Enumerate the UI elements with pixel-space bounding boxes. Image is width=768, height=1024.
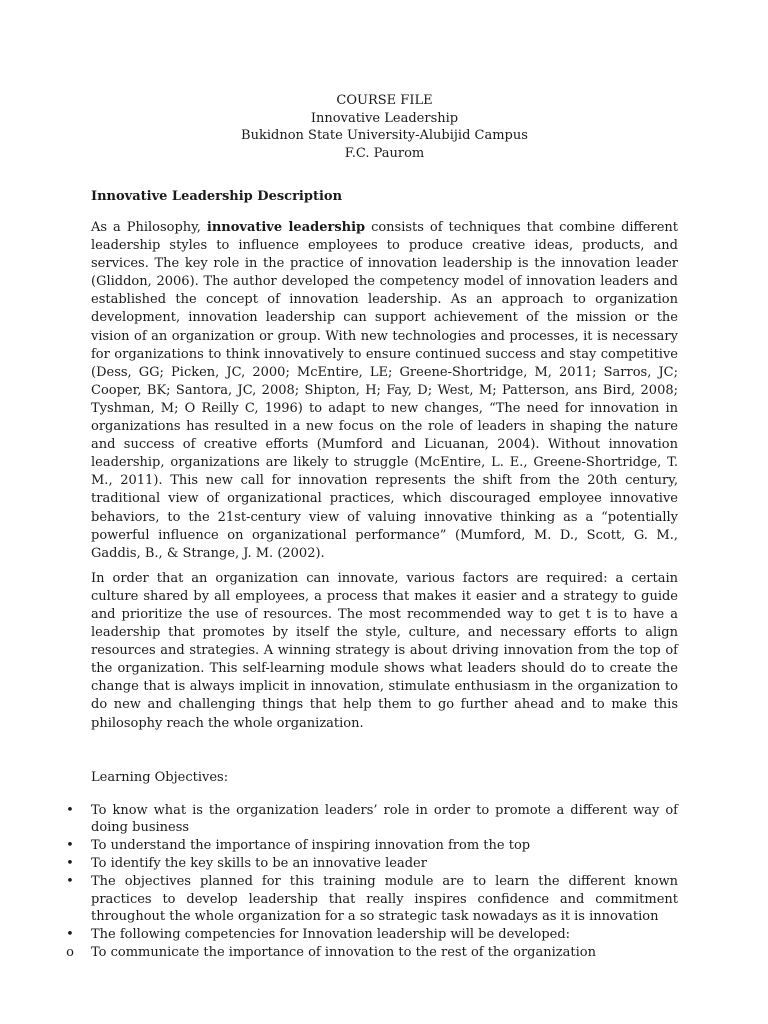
- para1-body: consists of techniques that combine different leadership styles to influence employees to produce creative ideas, products, and services. The key role in the practice of innovation leadership is the innovation leader (Gliddon, 2006). The author developed the competency model of innovation leaders and established the concept of innovation leadership. As an approach to organization development, innovation leadership can support achievement of the mission or the vision of an organization or group. With new technologies and processes, it is necessary for organizations to think innovatively to ensure continued success and stay competitive (Dess, GG; Picken, JC, 2000; McEntire, LE; Greene-Shortridge, M, 2011; Sarros, JC; Cooper, BK; Santora, JC, 2008; Shipton, H; Fay, D; West, M; Patterson, ans Bird, 2008; Tyshman, M; O Reilly C, 1996) to adapt to new changes, “The need for innovation in organizations has resulted in a new focus on the role of leaders in shaping the nature and success of creative efforts (Mumford and Licuanan, 2004). Without innovation leadership, organizations are likely to struggle (McEntire, L. E., Greene-Shortridge, T. M., 2011). This new call for innovation represents the shift from the 20th century, traditional view of organizational practices, which discouraged employee innovative behaviors, to the 21st-century view of valuing innovative thinking as a “potentially powerful influence on organizational performance” (Mumford, M. D., Scott, G. M., Gaddis, B., & Strange, J. M. (2002).: [91, 220, 678, 561]
- objective-item: [66, 855, 678, 873]
- objective-text: To know what is the organization leaders’ role in order to promote a different way of doing business: [91, 802, 678, 836]
- objective-item: [66, 802, 678, 838]
- objective-text: The following competencies for Innovation leadership will be developed:: [91, 927, 571, 943]
- bullet-icon: •: [66, 927, 74, 943]
- objective-subitem: [66, 944, 678, 962]
- course-header: [91, 92, 678, 162]
- header-course-title: Innovative Leadership: [310, 110, 459, 126]
- objective-item: [66, 837, 678, 855]
- description-paragraph-2: In order that an organization can innovate, various factors are required: a certain culture shared by all employees, a process that makes it easier and a strategy to guide and prioritize the use of resources. The most recommended way to get t is to have a leadership that promotes by itself the style, culture, and necessary efforts to align resources and strategies. A winning strategy is about driving innovation from the top of the organization. This self-learning module shows what leaders should do to create the change that is always implicit in innovation, stimulate enthusiasm in the organization to do new and challenging things that help them to go further ahead and to make this philosophy reach the whole organization.: [91, 570, 678, 731]
- header-course-file: COURSE FILE: [336, 93, 433, 108]
- description-paragraph-1: [91, 219, 678, 563]
- bullet-icon: •: [66, 873, 74, 889]
- bullet-icon: •: [66, 802, 74, 818]
- description-heading: Innovative Leadership Description: [91, 189, 343, 204]
- bullet-icon: •: [66, 838, 74, 854]
- header-university: Bukidnon State University-Alubijid Campus: [241, 128, 528, 143]
- objective-item: [66, 873, 678, 926]
- objective-text: To communicate the importance of innovation to the rest of the organization: [91, 945, 596, 960]
- learning-objectives-list: [66, 802, 678, 962]
- header-author: F.C. Paurom: [344, 145, 425, 161]
- objective-text: To understand the importance of inspiring innovation from the top: [91, 838, 531, 854]
- objective-text: To identify the key skills to be an innovative leader: [91, 856, 427, 872]
- para1-bold-term: innovative leadership: [206, 220, 366, 235]
- circle-bullet-icon: o: [66, 945, 74, 960]
- objective-item: [66, 926, 678, 944]
- learning-objectives-heading: Learning Objectives:: [91, 769, 229, 785]
- para1-lead: As a Philosophy,: [91, 220, 207, 235]
- bullet-icon: •: [66, 856, 74, 872]
- objective-text: The objectives planned for this training module are to learn the different known practices to develop leadership that really inspires confidence and commitment throughout the whole organization for a so strategic task nowadays as it is innovation: [91, 873, 678, 925]
